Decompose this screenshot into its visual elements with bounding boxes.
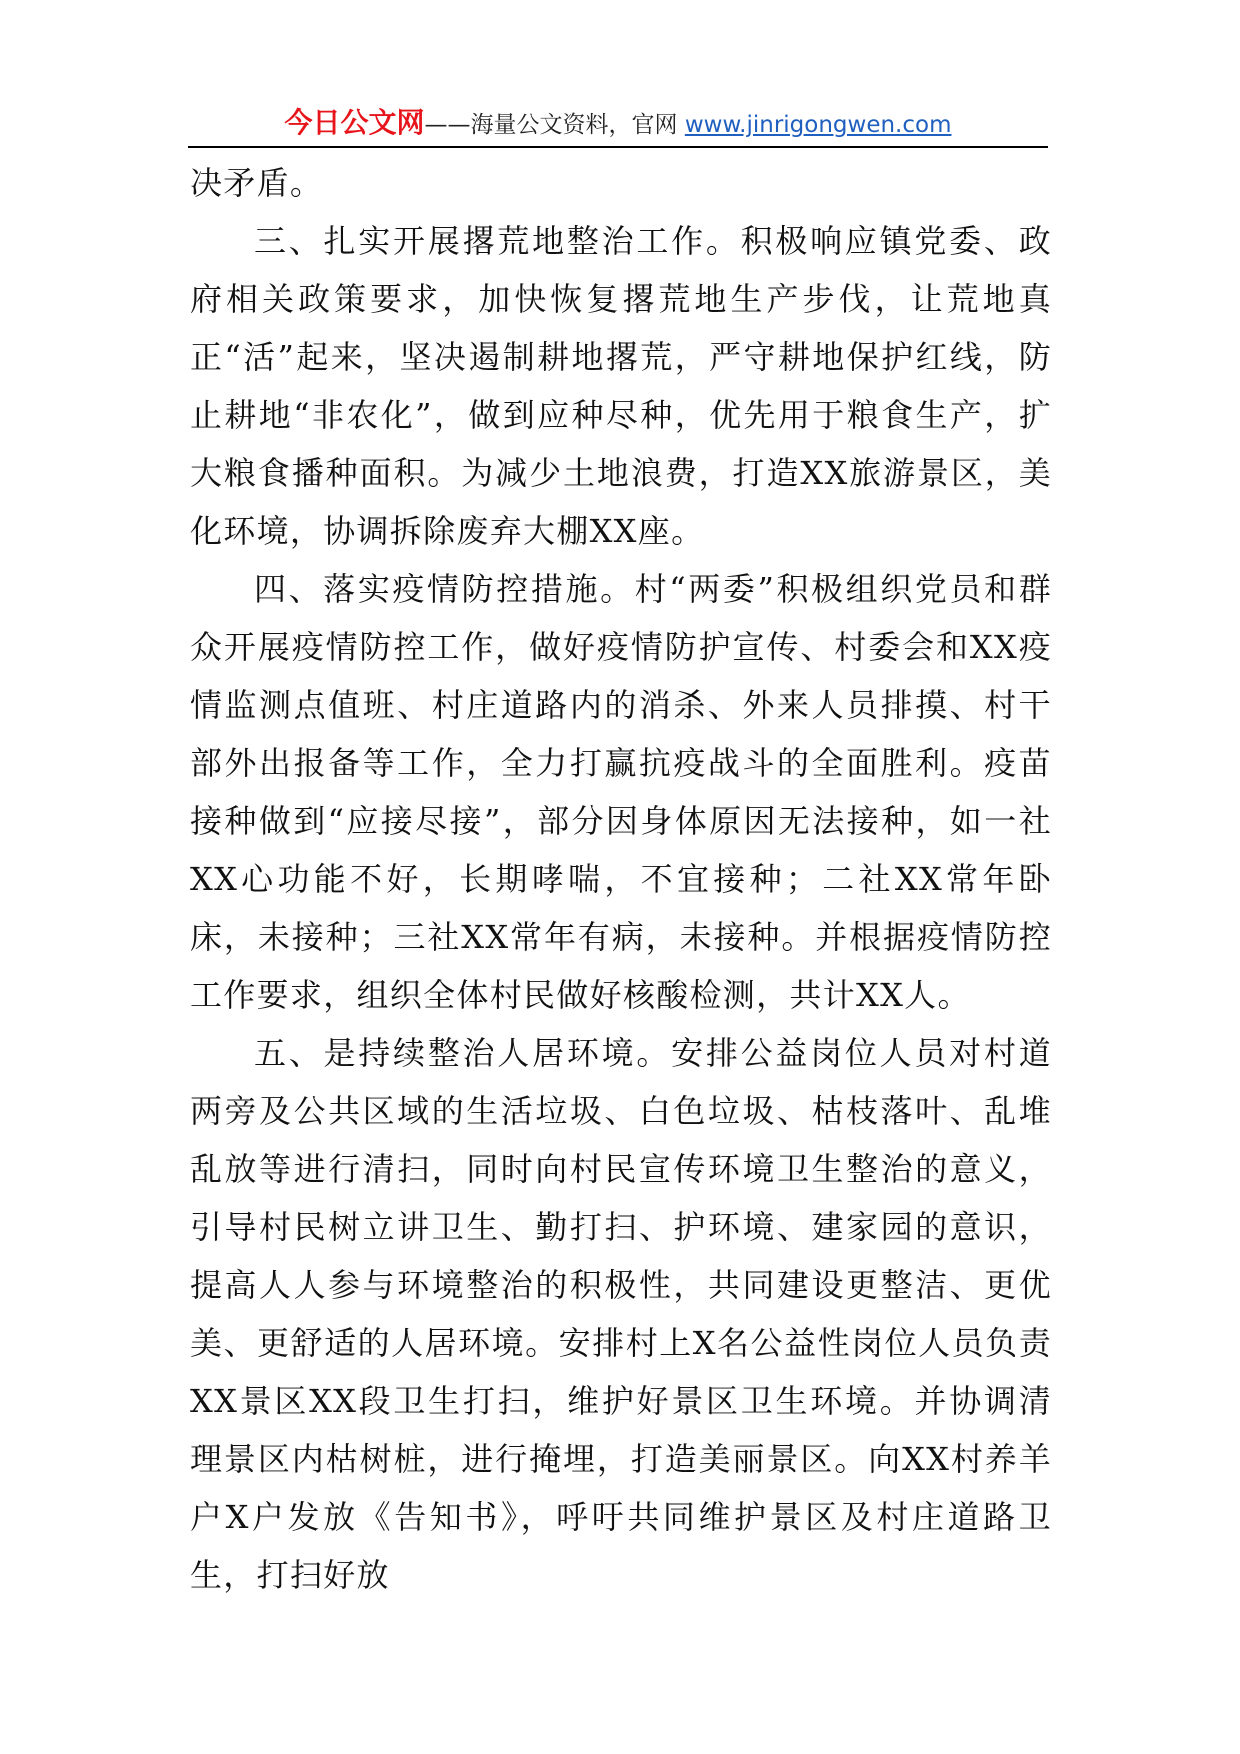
website-link[interactable]: www.jinrigongwen.com [684, 112, 952, 138]
paragraph-section-5: 五、是持续整治人居环境。安排公益岗位人员对村道两旁及公共区域的生活垃圾、白色垃圾、枯枝落叶、乱堆乱放等进行清扫，同时向村民宣传环境卫生整治的意义，引导村民树立讲卫生、勤打扫、护环境、建家园的意识，提高人人参与环境整治的积极性，共同建设更整洁、更优美、更舒适的人居环境。安排村上X名公益性岗位人员负责XX景区XX段卫生打扫，维护好景区卫生环境。并协调清理景区内枯树桩，进行掩埋，打造美丽景区。向XX村养羊户X户发放《告知书》，呼吁共同维护景区及村庄道路卫生，打扫好放 [190, 1034, 1052, 1594]
document-body [190, 154, 1052, 1604]
paragraph-section-4: 四、落实疫情防控措施。村“两委”积极组织党员和群众开展疫情防控工作，做好疫情防护宣传、村委会和XX疫情监测点值班、村庄道路内的消杀、外来人员排摸、村干部外出报备等工作，全力打赢抗疫战斗的全面胜利。疫苗接种做到“应接尽接”，部分因身体原因无法接种，如一社XX心功能不好，长期哮喘，不宜接种；二社XX常年卧床，未接种；三社XX常年有病，未接种。并根据疫情防控工作要求，组织全体村民做好核酸检测，共计XX人。 [190, 570, 1052, 1014]
page-header [188, 100, 1048, 148]
paragraph-continuation: 决矛盾。 [190, 164, 324, 202]
header-tagline: 海量公文资料，官网 [470, 112, 685, 138]
brand-name: 今日公文网 [284, 106, 425, 139]
paragraph-section-3: 三、扎实开展撂荒地整治工作。积极响应镇党委、政府相关政策要求，加快恢复撂荒地生产步伐，让荒地真正“活”起来，坚决遏制耕地撂荒，严守耕地保护红线，防止耕地“非农化”，做到应种尽种，优先用于粮食生产，扩大粮食播种面积。为减少土地浪费，打造XX旅游景区，美化环境，协调拆除废弃大棚XX座。 [190, 222, 1052, 550]
header-dash: —— [424, 112, 471, 138]
